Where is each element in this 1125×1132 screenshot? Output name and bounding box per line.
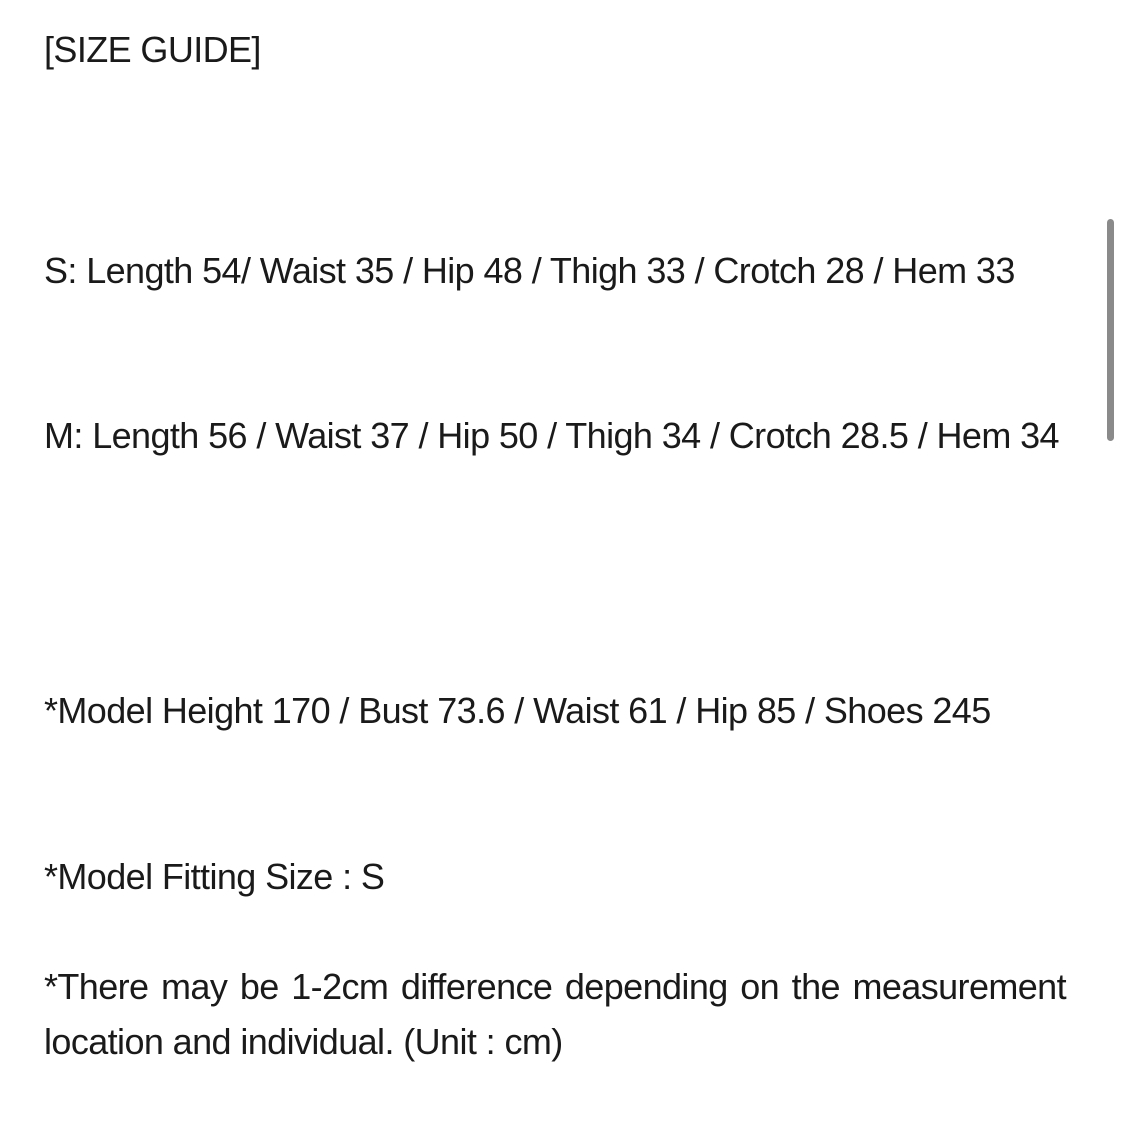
size-guide-title: [SIZE GUIDE] (44, 29, 261, 70)
vertical-scrollbar[interactable] (1107, 219, 1114, 441)
model-fitting-size: *Model Fitting Size : S (44, 856, 385, 897)
model-measurements: *Model Height 170 / Bust 73.6 / Waist 61 / Hip 85 / Shoes 245 (44, 690, 991, 731)
measurement-note: *There may be 1-2cm difference depending on the measurement location and individual. (Unit : cm) (44, 966, 1066, 1062)
size-m-measurements: M: Length 56 / Waist 37 / Hip 50 / Thigh 34 / Crotch 28.5 / Hem 34 (44, 415, 1059, 456)
size-s-measurements: S: Length 54/ Waist 35 / Hip 48 / Thigh 33 / Crotch 28 / Hem 33 (44, 250, 1015, 291)
